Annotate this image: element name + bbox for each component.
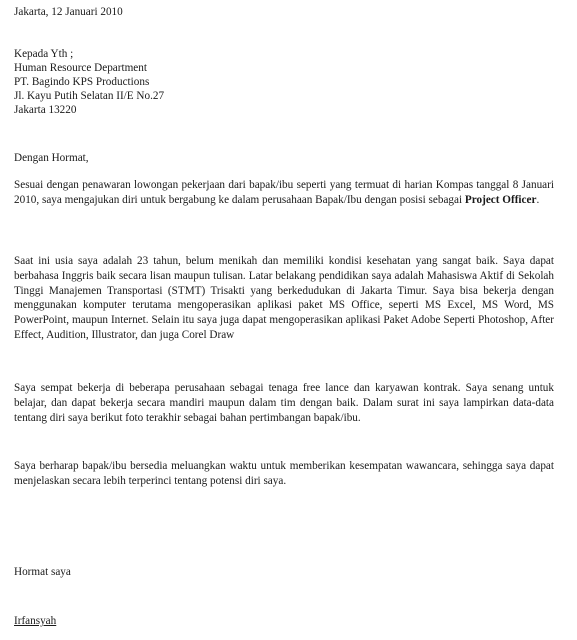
paragraph-2: Saat ini usia saya adalah 23 tahun, belum menikah dan memiliki kondisi kesehatan yang sangat baik. Saya dapat berbahasa Inggris baik secara lisan maupun tulisan. Latar belakang pendidikan saya adalah Mahasiswa Aktif di Sekolah Tinggi Manajemen Transportasi (STMT) Trisakti yang berkedudukan di Jakarta Timur. Saya bisa bekerja dengan menggunakan komputer terutama mengoperasikan aplikasi paket MS Office, seperti MS Excel, MS Word, MS PowerPoint, maupun Internet. Selain itu saya juga dapat mengoperasikan aplikasi Paket Adobe Seperti Photoshop, After Effect, Audition, Illustrator, dan juga Corel Draw: [14, 255, 554, 341]
date-line: Jakarta, 12 Januari 2010: [14, 6, 123, 18]
recipient-line-4: Jl. Kayu Putih Selatan II/E No.27: [14, 90, 165, 102]
recipient-line-1: Kepada Yth ;: [14, 48, 74, 60]
recipient-line-5: Jakarta 13220: [14, 104, 77, 116]
paragraph-1-text: Sesuai dengan penawaran lowongan pekerjaan dari bapak/ibu seperti yang termuat di harian Kompas tanggal 8 Januari 2010, saya mengajukan diri untuk bergabung ke dalam perusahaan Bapak/Ibu dengan posisi sebagai: [14, 179, 554, 206]
paragraph-4: Saya berharap bapak/ibu bersedia meluangkan waktu untuk memberikan kesempatan wawancara, sehingga saya dapat menjelaskan secara lebih terperinci tentang potensi diri saya.: [14, 460, 554, 487]
salutation: Dengan Hormat,: [14, 152, 89, 164]
paragraph-3: Saya sempat bekerja di beberapa perusahaan sebagai tenaga free lance dan karyawan kontrak. Saya senang untuk belajar, dan dapat bekerja secara mandiri maupun dalam tim dengan baik. Dalam surat ini saya lampirkan data-data tentang diri saya berikut foto terakhir sebagai bahan pertimbangan bapak/ibu.: [14, 382, 554, 424]
position-title: Project Officer: [464, 193, 537, 206]
closing: Hormat saya: [14, 566, 71, 578]
recipient-line-3: PT. Bagindo KPS Productions: [14, 76, 150, 88]
recipient-line-2: Human Resource Department: [14, 62, 147, 74]
paragraph-1-end: .: [536, 193, 540, 206]
paragraph-1: [14, 178, 554, 208]
signer-name: Irfansyah: [14, 615, 57, 627]
